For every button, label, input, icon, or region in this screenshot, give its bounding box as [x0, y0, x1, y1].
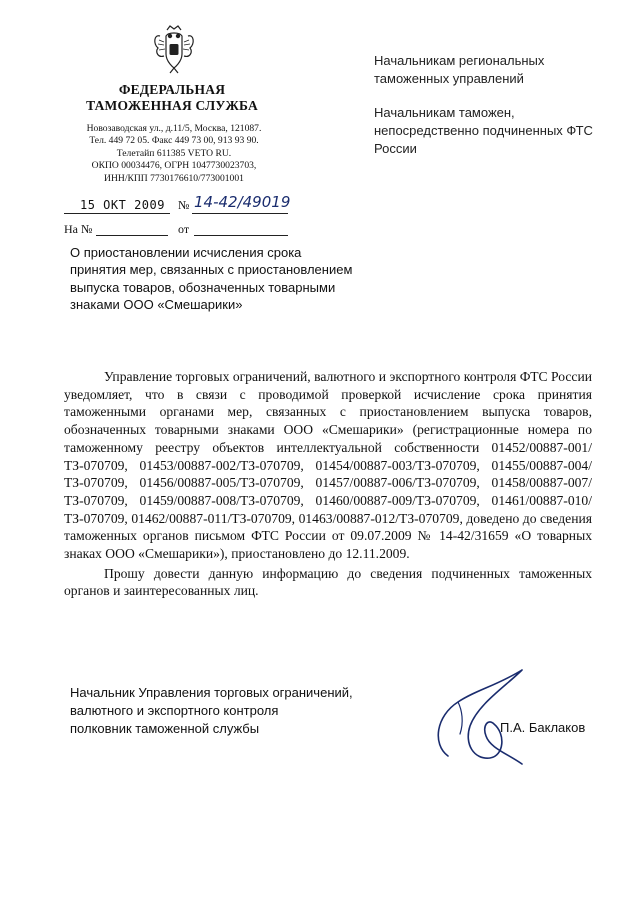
- number-prefix: №: [178, 198, 190, 212]
- handwritten-signature: [418, 664, 538, 774]
- letter-body: [64, 368, 592, 600]
- date-underline: [64, 213, 170, 214]
- signature-block: [70, 684, 400, 738]
- signer-title-line2: валютного и экспортного контроля: [70, 703, 279, 718]
- sender-contacts: [64, 123, 284, 185]
- number-underline: [192, 213, 288, 214]
- sender-teletype: Телетайп 611385 VETO RU.: [116, 147, 232, 159]
- body-paragraph-1: Управление торговых ограничений, валютного и экспортного контроля ФТС России уведомляет, что в связи с проводимой проверкой исчисление срока принятия таможенными органами мер, связанных с приостановлением выпуска товаров, обозначенных товарными знаками ООО «Смешарики» (регистрационные номера по таможенному реестру объектов интеллектуальной собственности 01452/00887-001/ТЗ-070709, 01453/00887-002/ТЗ-070709, 01454/00887-003/ТЗ-070709, 01455/00887-004/ТЗ-070709, 01456/00887-005/ТЗ-070709, 01457/00887-006/ТЗ-070709, 01458/00887-007/ТЗ-070709, 01459/00887-008/ТЗ-070709, 01460/00887-009/ТЗ-070709, 01461/00887-010/ТЗ-070709, 01462/00887-011/ТЗ-070709, 01463/00887-012/ТЗ-070709, доведено до сведения таможенных органов письмом ФТС России от 09.07.2009 № 14-42/31659 «О товарных знаках ООО «Смешарики»), приостановлено до 12.11.2009.: [64, 369, 592, 562]
- sender-address: Новозаводская ул., д.11/5, Москва, 121087.: [86, 123, 262, 134]
- sender-inn-kpp: ИНН/КПП 7730176610/773001001: [104, 172, 244, 184]
- signer-title-line3: полковник таможенной службы: [70, 721, 260, 736]
- signer-title-line1: Начальник Управления торговых ограничений,: [70, 685, 353, 700]
- letter-subject: О приостановлении исчисления срока принятия мер, связанных с приостановлением выпуска товаров, обозначенных товарными знаками ООО «Смешарики»: [70, 245, 353, 313]
- body-paragraph-2: Прошу довести данную информацию до сведения подчиненных таможенных органов и заинтересованных лиц.: [64, 565, 592, 599]
- addressee-regional: Начальникам региональных таможенных управлений: [374, 53, 545, 86]
- from-underline: [194, 235, 288, 236]
- signer-name: П.А. Баклаков: [500, 720, 586, 735]
- reply-to-underline: [96, 235, 168, 236]
- coat-of-arms-icon: [150, 24, 198, 74]
- registration-date: 15 ОКТ 2009: [80, 198, 165, 212]
- sender-org-name: [72, 82, 272, 114]
- addressees: [374, 52, 614, 174]
- org-name-line2: ТАМОЖЕННАЯ СЛУЖБА: [86, 98, 258, 113]
- registration-number: 14-42/49019: [194, 193, 291, 211]
- from-label: от: [178, 222, 190, 236]
- sender-okpo-ogrn: ОКПО 00034476, ОГРН 1047730023703,: [91, 160, 257, 172]
- reply-to-label: На №: [64, 222, 93, 236]
- sender-phone-fax: Тел. 449 72 05. Факс 449 73 00, 913 93 90.: [89, 135, 259, 147]
- org-name-line1: ФЕДЕРАЛЬНАЯ: [118, 82, 226, 97]
- addressee-customs: Начальникам таможен, непосредственно подчиненных ФТС России: [374, 105, 593, 156]
